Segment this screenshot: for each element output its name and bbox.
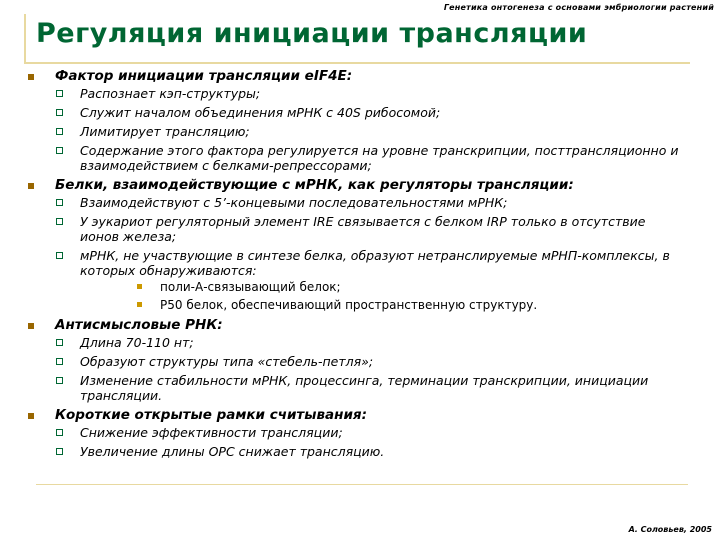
section-heading (28, 317, 688, 334)
sub-list-item (80, 280, 688, 295)
hollow-square-bullet-icon (56, 147, 63, 154)
hollow-square-bullet-icon (56, 429, 63, 436)
subitem-list (80, 280, 688, 313)
hollow-square-bullet-icon (56, 448, 63, 455)
section-eif4e (28, 68, 688, 173)
list-item-text: Взаимодействуют с 5’-концевыми последовательностями мРНК; (80, 195, 508, 210)
list-item-text: Служит началом объединения мРНК с 40S рибосомой; (80, 105, 441, 120)
list-item-text: мРНК, не участвующие в синтезе белка, образуют нетранслируемые мРНП-комплексы, в которых обнаруживаются: (80, 248, 670, 278)
list-item-text: Снижение эффективности трансляции; (80, 425, 343, 440)
item-list (28, 86, 688, 173)
item-list (28, 425, 688, 459)
list-item-text: Образуют структуры типа «стебель-петля»; (80, 354, 374, 369)
hollow-square-bullet-icon (56, 358, 63, 365)
hollow-square-bullet-icon (56, 218, 63, 225)
list-item-text: Изменение стабильности мРНК, процессинга, терминации транскрипции, инициации трансляции. (80, 373, 649, 403)
section-heading (28, 68, 688, 85)
small-square-bullet-icon (137, 302, 142, 307)
section-antisense-rna (28, 317, 688, 403)
section-heading-text: Антисмысловые РНК: (55, 317, 223, 333)
list-item (28, 86, 688, 101)
list-item (28, 354, 688, 369)
list-item (28, 373, 688, 403)
square-bullet-icon (28, 183, 34, 189)
list-item (28, 214, 688, 244)
list-item-text: Увеличение длины ОРС снижает трансляцию. (80, 444, 385, 459)
slide-content (28, 68, 688, 463)
list-item (28, 124, 688, 139)
title-accent-underline (24, 62, 690, 64)
section-heading (28, 407, 688, 424)
footer-divider (36, 484, 688, 485)
footer-note: А. Соловьев, 2005 (628, 525, 712, 534)
slide-title: Регуляция инициации трансляции (36, 18, 588, 49)
square-bullet-icon (28, 413, 34, 419)
hollow-square-bullet-icon (56, 90, 63, 97)
list-item (28, 444, 688, 459)
list-item (28, 105, 688, 120)
section-heading-text: Фактор инициации трансляции eIF4E: (55, 68, 353, 84)
list-item-text: У эукариот регуляторный элемент IRE связывается с белком IRP только в отсутствие ионов железа; (80, 214, 646, 244)
sub-list-item-text: поли-А-связывающий белок; (160, 280, 341, 294)
list-item (28, 335, 688, 350)
item-list (28, 335, 688, 403)
list-item (28, 143, 688, 173)
list-item-text: Содержание этого фактора регулируется на уровне транскрипции, посттрансляционно и взаимодействием с белками-репрессорами; (80, 143, 679, 173)
title-accent-vertical (24, 14, 26, 64)
list-item-text: Лимитирует трансляцию; (80, 124, 250, 139)
small-square-bullet-icon (137, 284, 142, 289)
hollow-square-bullet-icon (56, 128, 63, 135)
sub-list-item-text: Р50 белок, обеспечивающий пространственную структуру. (160, 298, 538, 312)
square-bullet-icon (28, 74, 34, 80)
list-item-text: Распознает кэп-структуры; (80, 86, 261, 101)
hollow-square-bullet-icon (56, 377, 63, 384)
header-note: Генетика онтогенеза с основами эмбриологии растений (443, 3, 714, 12)
hollow-square-bullet-icon (56, 199, 63, 206)
item-list (28, 195, 688, 313)
section-heading (28, 177, 688, 194)
section-short-orf (28, 407, 688, 459)
hollow-square-bullet-icon (56, 339, 63, 346)
hollow-square-bullet-icon (56, 109, 63, 116)
section-heading-text: Короткие открытые рамки считывания: (55, 407, 367, 423)
section-heading-text: Белки, взаимодействующие с мРНК, как регуляторы трансляции: (55, 177, 574, 193)
hollow-square-bullet-icon (56, 252, 63, 259)
sub-list-item (80, 298, 688, 313)
section-mrna-binding-proteins (28, 177, 688, 313)
list-item (28, 195, 688, 210)
list-item (28, 425, 688, 440)
square-bullet-icon (28, 323, 34, 329)
list-item (28, 248, 688, 313)
list-item-text: Длина 70-110 нт; (80, 335, 194, 350)
